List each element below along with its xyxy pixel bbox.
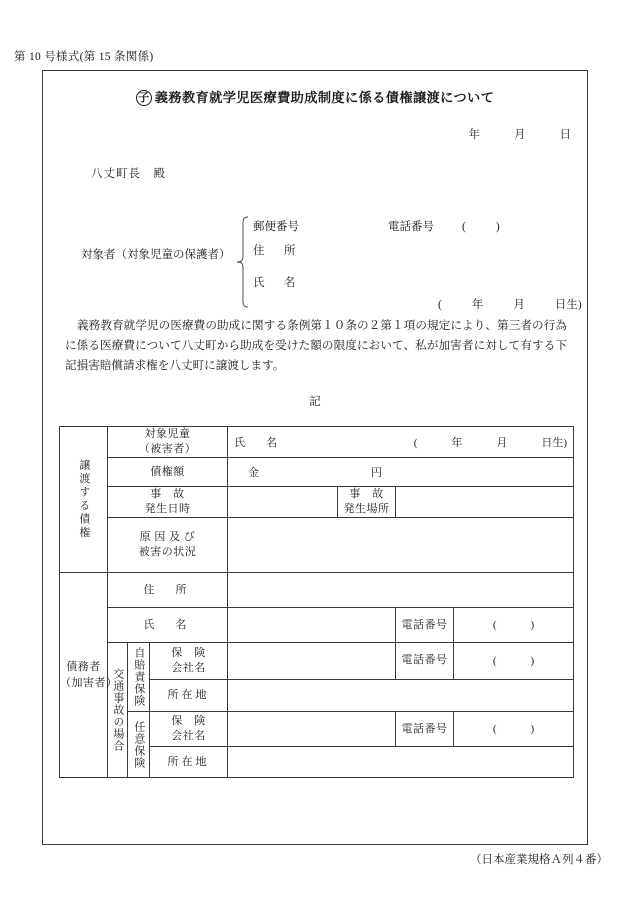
page-title-text: 義務教育就学児医療費助成制度に係る債権譲渡について: [154, 90, 495, 105]
child-birth-open-paren: (: [413, 437, 418, 449]
jibaiseki-insurer-name-label-cell: [150, 643, 228, 680]
applicant-tel-field: [388, 218, 500, 234]
page-frame: [42, 70, 588, 845]
assigned-claim-section-label: 譲渡する債権: [60, 427, 108, 573]
brace-icon: [236, 216, 249, 308]
claim-amount-label-cell: 債権額: [108, 458, 228, 487]
traffic-accident-case-label: 交通事故の場合: [108, 643, 128, 778]
jibaiseki-location-label-cell: 所在地: [150, 679, 228, 711]
applicant-tel-close-paren: ): [495, 221, 500, 233]
accident-place-line2: 発生場所: [343, 503, 390, 515]
debtor-address-input-cell[interactable]: [228, 573, 574, 608]
debtor-tel-label-cell: 電話番号: [396, 608, 454, 643]
applicant-birthdate-field: [438, 296, 582, 312]
jibaiseki-insurer-name-input-cell[interactable]: [228, 643, 396, 680]
nini-tel-input-cell[interactable]: [454, 712, 574, 747]
applicant-tel-label: 電話番号: [388, 221, 434, 233]
claim-assignment-table: [59, 426, 574, 778]
child-name-label: 氏 名: [234, 437, 282, 449]
child-label-line1: 対象児童: [144, 428, 191, 440]
cause-damage-label-cell: [108, 518, 228, 573]
nini-insurer-line1: 保 険: [171, 715, 206, 727]
jibaiseki-tel-input-cell[interactable]: [454, 643, 574, 680]
cause-damage-line1: 原 因 及 び: [139, 531, 196, 543]
applicant-label: 対象者（対象児童の保護者）: [81, 249, 231, 261]
accident-place-input-cell[interactable]: [396, 487, 574, 518]
form-number: 第 10 号様式(第 15 条関係): [14, 51, 154, 63]
accident-datetime-label-cell: [108, 487, 228, 518]
jibaiseki-tel-open-paren: (: [492, 654, 497, 667]
debtor-tel-close-paren: ): [530, 619, 535, 631]
debtor-address-label-cell: 住 所: [108, 573, 228, 608]
child-label-line2: （被害者）: [138, 443, 197, 455]
table-row-jibaiseki-insurer: [60, 643, 574, 680]
accident-datetime-line1: 事 故: [150, 488, 185, 500]
child-birth-year: 年: [451, 437, 463, 449]
nini-tel-close-paren: ): [530, 723, 535, 735]
child-birthdate-field: [414, 434, 567, 450]
table-row-accident-datetime-place: [60, 487, 574, 518]
date-day-label: 日: [559, 129, 571, 141]
nini-insurer-line2: 会社名: [171, 730, 206, 742]
applicant-address-label: 住 所: [253, 245, 300, 257]
date-line: [469, 126, 572, 142]
debtor-tel-open-paren: (: [492, 619, 497, 631]
ki-marker: 記: [309, 396, 321, 408]
child-birth-month: 月: [496, 437, 508, 449]
nini-location-input-cell[interactable]: [228, 747, 574, 778]
table-row-debtor-address: [60, 573, 574, 608]
child-name-input-cell[interactable]: [228, 427, 574, 458]
nini-insurer-name-label-cell: [150, 712, 228, 747]
child-birth-day: 日生): [541, 437, 568, 449]
table-row-claim-amount: [60, 458, 574, 487]
amount-kin-label: 金: [248, 467, 259, 479]
table-row-cause-damage: [60, 518, 574, 573]
nini-tel-label-cell: 電話番号: [396, 712, 454, 747]
accident-datetime-input-cell[interactable]: [228, 487, 338, 518]
accident-place-label-cell: [338, 487, 396, 518]
jibaiseki-location-input-cell[interactable]: [228, 679, 574, 711]
accident-place-line1: 事 故: [349, 488, 384, 500]
date-year-label: 年: [468, 129, 480, 141]
footer-note: （日本産業規格Ａ列４番）: [470, 854, 608, 866]
nini-insurance-label: 任意保険: [128, 712, 150, 778]
body-paragraph: 義務教育就学児の医療費の助成に関する条例第１０条の２第１項の規定により、第三者の行為に係る医療費について八丈町から助成を受けた額の限度において、私が加害者に対して有する下記損害賠償請求権を八丈町に譲渡します。: [65, 319, 567, 372]
jibaiseki-insurer-line1: 保 険: [171, 646, 206, 659]
applicant-birth-open-paren: (: [438, 299, 442, 311]
jibaiseki-insurer-line2: 会社名: [171, 661, 206, 674]
postal-code-label: 郵便番号: [253, 221, 299, 233]
jibaiseki-tel-label-cell: 電話番号: [396, 643, 454, 680]
table-row-debtor-name: [60, 608, 574, 643]
applicant-tel-open-paren: (: [462, 221, 466, 233]
jibaiseki-tel-close-paren: ): [530, 654, 535, 667]
cause-damage-input-cell[interactable]: [228, 518, 574, 573]
child-label-cell: [108, 427, 228, 458]
debtor-name-label-cell: 氏 名: [108, 608, 228, 643]
applicant-fields: [253, 216, 582, 311]
table-row-nini-insurer: [60, 712, 574, 747]
cause-damage-line2: 被害の状況: [138, 546, 197, 558]
applicant-birth-month: 月: [513, 299, 525, 311]
debtor-tel-input-cell[interactable]: [454, 608, 574, 643]
debtor-label-line2: （加害者）: [60, 677, 118, 689]
jibaiseki-insurance-label: 自賠責保険: [128, 643, 150, 712]
accident-datetime-line2: 発生日時: [144, 503, 191, 515]
debtor-name-input-cell[interactable]: [228, 608, 396, 643]
amount-en-label: 円: [371, 467, 382, 479]
claim-amount-input-cell[interactable]: [228, 458, 574, 487]
nini-location-label-cell: 所在地: [150, 747, 228, 778]
circled-ko-mark: 子: [136, 90, 152, 106]
addressee: 八丈町長 殿: [91, 168, 166, 180]
nini-insurer-name-input-cell[interactable]: [228, 712, 396, 747]
applicant-birth-day: 日生): [554, 299, 582, 311]
applicant-block: [81, 216, 582, 311]
nini-tel-open-paren: (: [492, 723, 497, 735]
table-row-child-name: [60, 427, 574, 458]
page-title: [43, 87, 587, 106]
date-month-label: 月: [514, 129, 526, 141]
debtor-label-line1: 債務者: [66, 661, 101, 673]
applicant-birth-year: 年: [471, 299, 484, 311]
applicant-name-label: 氏 名: [253, 277, 300, 289]
